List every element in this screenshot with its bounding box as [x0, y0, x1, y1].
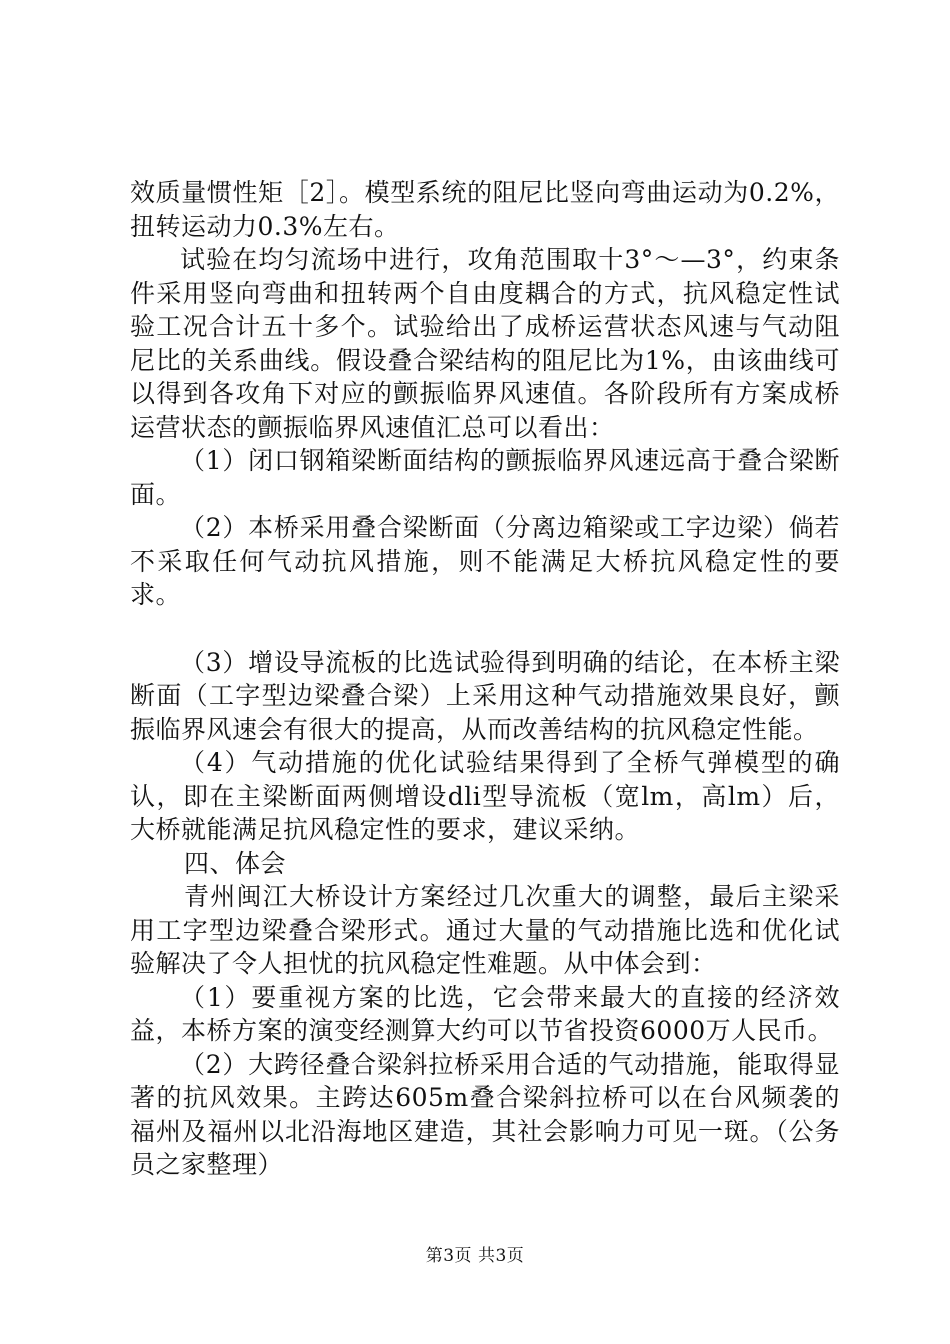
paragraph-damping-ratio: 效质量惯性矩［2］。模型系统的阻尼比竖向弯曲运动为0.2%，扭转运动力0.3%左右。 [130, 178, 840, 241]
document-body [130, 176, 840, 1182]
paragraph-finding-3: （3）增设导流板的比选试验得到明确的结论，在本桥主梁断面（工字型边梁叠合梁）上采用这种气动措施效果良好，颤振临界风速会有很大的提高，从而改善结构的抗风稳定性能。 [130, 647, 840, 744]
paragraph-test-conditions: 试验在均匀流场中进行，攻角范围取十3°～—3°，约束条件采用竖向弯曲和扭转两个自由度耦合的方式，抗风稳定性试验工况合计五十多个。试验给出了成桥运营状态风速与气动阻尼比的关系曲线。假设叠合梁结构的阻尼比为1%，由该曲线可以得到各攻角下对应的颤振临界风速值。各阶段所有方案成桥运营状态的颤振临界风速值汇总可以看出： [130, 245, 840, 442]
page-number-footer: 第3页 共3页 [425, 1246, 525, 1266]
paragraph-reflection-2: （2）大跨径叠合梁斜拉桥采用合适的气动措施，能取得显著的抗风效果。主跨达605m叠合梁斜拉桥可以在台风频袭的福州及福州以北沿海地区建造，其社会影响力可见一斑。（公务员之家整理） [130, 1049, 840, 1179]
section-heading-reflections: 四、体会 [184, 848, 287, 878]
paragraph-finding-1: （1）闭口钢箱梁断面结构的颤振临界风速远高于叠合梁断面。 [130, 446, 840, 509]
paragraph-finding-2: （2）本桥采用叠合梁断面（分离边箱梁或工字边梁）倘若不采取任何气动抗风措施，则不能满足大桥抗风稳定性的要求。 [130, 513, 840, 609]
paragraph-reflections-intro: 青州闽江大桥设计方案经过几次重大的调整，最后主梁采用工字型边梁叠合梁形式。通过大量的气动措施比选和优化试验解决了令人担忧的抗风稳定性难题。从中体会到： [130, 882, 840, 978]
paragraph-reflection-1: （1）要重视方案的比选，它会带来最大的直接的经济效益，本桥方案的演变经测算大约可以节省投资6000万人民币。 [130, 982, 840, 1045]
paragraph-finding-4: （4）气动措施的优化试验结果得到了全桥气弹模型的确认，即在主梁断面两侧增设dli型导流板（宽lm，高lm）后，大桥就能满足抗风稳定性的要求，建议采纳。 [130, 748, 840, 844]
